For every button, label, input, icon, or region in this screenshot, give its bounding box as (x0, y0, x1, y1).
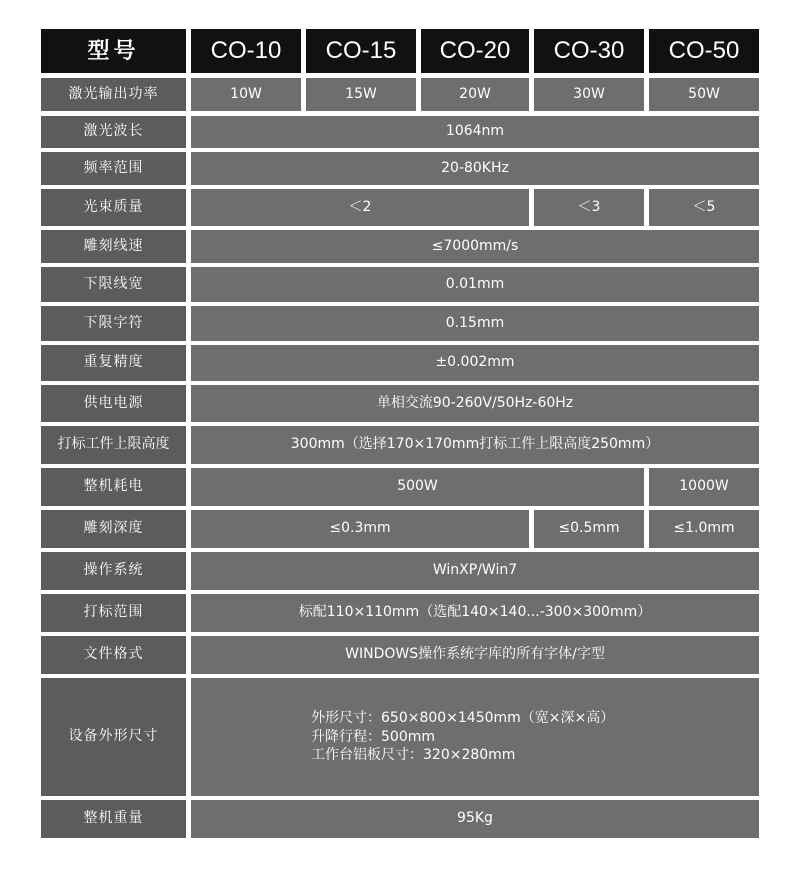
speed-label: 雕刻线速 (41, 230, 186, 263)
depth-label: 雕刻深度 (41, 510, 186, 548)
beam-co-10-20: ＜2 (191, 189, 529, 226)
model-co-10: CO-10 (191, 29, 301, 73)
power-supply-label: 供电电源 (41, 385, 186, 422)
model-co-50: CO-50 (649, 29, 759, 73)
min-line-value: 0.01mm (191, 267, 759, 302)
depth-co-10-20: ≤0.3mm (191, 510, 529, 548)
beam-label: 光束质量 (41, 189, 186, 226)
dimensions-value (191, 678, 759, 796)
model-co-20: CO-20 (421, 29, 529, 73)
consumption-label: 整机耗电 (41, 468, 186, 506)
weight-label: 整机重量 (41, 800, 186, 838)
model-co-30: CO-30 (534, 29, 644, 73)
model-header-label: 型号 (41, 29, 186, 73)
min-line-label: 下限线宽 (41, 267, 186, 302)
os-label: 操作系统 (41, 552, 186, 590)
model-co-15: CO-15 (306, 29, 416, 73)
depth-co-30: ≤0.5mm (534, 510, 644, 548)
repeat-label: 重复精度 (41, 345, 186, 381)
wavelength-label: 激光波长 (41, 116, 186, 148)
range-label: 打标范围 (41, 594, 186, 632)
power-co-20: 20W (421, 78, 529, 111)
max-height-label: 打标工件上限高度 (41, 426, 186, 464)
format-value: WINDOWS操作系统字库的所有字体/字型 (191, 636, 759, 674)
max-height-value: 300mm（选择170×170mm打标工件上限高度250mm） (191, 426, 759, 464)
os-value: WinXP/Win7 (191, 552, 759, 590)
power-co-15: 15W (306, 78, 416, 111)
weight-value: 95Kg (191, 800, 759, 838)
depth-co-50: ≤1.0mm (649, 510, 759, 548)
frequency-value: 20-80KHz (191, 152, 759, 185)
frequency-label: 频率范围 (41, 152, 186, 185)
min-char-label: 下限字符 (41, 306, 186, 341)
consumption-co-10-30: 500W (191, 468, 644, 506)
dimensions-label: 设备外形尺寸 (41, 678, 186, 796)
min-char-value: 0.15mm (191, 306, 759, 341)
wavelength-value: 1064nm (191, 116, 759, 148)
power-co-30: 30W (534, 78, 644, 111)
dimensions-line-lift: 升降行程：500mm (311, 728, 435, 745)
beam-co-30: ＜3 (534, 189, 644, 226)
dimensions-line-outer: 外形尺寸：650×800×1450mm（宽×深×高） (311, 709, 615, 726)
power-supply-value: 单相交流90-260V/50Hz-60Hz (191, 385, 759, 422)
power-co-10: 10W (191, 78, 301, 111)
range-value: 标配110×110mm（选配140×140...-300×300mm） (191, 594, 759, 632)
consumption-co-50: 1000W (649, 468, 759, 506)
power-co-50: 50W (649, 78, 759, 111)
dimensions-line-plate: 工作台铝板尺寸：320×280mm (311, 747, 516, 764)
repeat-value: ±0.002mm (191, 345, 759, 381)
speed-value: ≤7000mm/s (191, 230, 759, 263)
power-label: 激光输出功率 (41, 78, 186, 111)
format-label: 文件格式 (41, 636, 186, 674)
beam-co-50: ＜5 (649, 189, 759, 226)
